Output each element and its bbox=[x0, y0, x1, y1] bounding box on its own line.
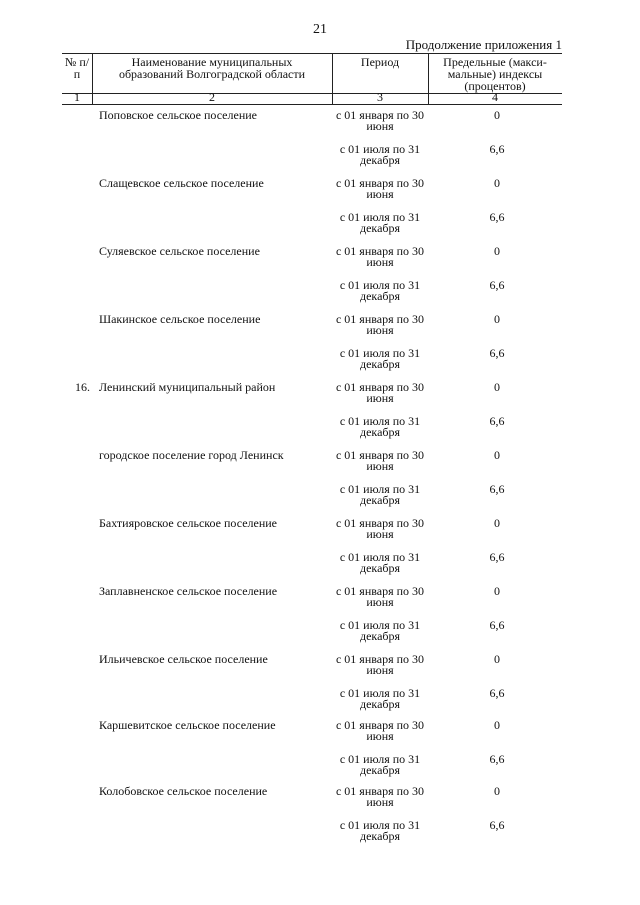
column-number-3: 3 bbox=[377, 90, 383, 104]
period-first-half: с 01 января по 30 июня bbox=[335, 244, 425, 269]
column-number-2: 2 bbox=[209, 90, 215, 104]
period-first-half: с 01 января по 30 июня bbox=[335, 784, 425, 809]
period-first-half: с 01 января по 30 июня bbox=[335, 516, 425, 541]
index-value-second-half: 6,6 bbox=[489, 278, 505, 292]
period-first-half: с 01 января по 30 июня bbox=[335, 718, 425, 743]
period-first-half: с 01 января по 30 июня bbox=[335, 312, 425, 337]
index-value-second-half: 6,6 bbox=[489, 142, 505, 156]
index-value-first-half: 0 bbox=[494, 312, 500, 326]
period-first-half: с 01 января по 30 июня bbox=[335, 584, 425, 609]
period-first-half: с 01 января по 30 июня bbox=[335, 108, 425, 133]
period-second-half: с 01 июля по 31 декабря bbox=[339, 142, 421, 167]
index-value-first-half: 0 bbox=[494, 244, 500, 258]
municipality-name: Заплавненское сельское поселение bbox=[99, 584, 278, 598]
index-value-second-half: 6,6 bbox=[489, 686, 505, 700]
period-second-half: с 01 июля по 31 декабря bbox=[339, 278, 421, 303]
period-second-half: с 01 июля по 31 декабря bbox=[339, 618, 421, 643]
period-second-half: с 01 июля по 31 декабря bbox=[339, 346, 421, 371]
municipality-name: Бахтияровское сельское поселение bbox=[99, 516, 278, 530]
header-col-name: Наименование муниципальных образований Волгоградской области bbox=[118, 55, 306, 81]
period-second-half: с 01 июля по 31 декабря bbox=[339, 482, 421, 507]
index-value-second-half: 6,6 bbox=[489, 346, 505, 360]
index-value-first-half: 0 bbox=[494, 584, 500, 598]
period-second-half: с 01 июля по 31 декабря bbox=[339, 210, 421, 235]
municipality-name: Колобовское сельское поселение bbox=[99, 784, 268, 798]
index-value-first-half: 0 bbox=[494, 380, 500, 394]
header-col-index: Предельные (макси-мальные) индексы (процентов) bbox=[443, 55, 547, 93]
municipality-name: Ильичевское сельское поселение bbox=[99, 652, 268, 666]
municipality-name: Суляевское сельское поселение bbox=[99, 244, 260, 258]
municipality-name: Слащевское сельское поселение bbox=[99, 176, 264, 190]
index-value-first-half: 0 bbox=[494, 516, 500, 530]
period-second-half: с 01 июля по 31 декабря bbox=[339, 414, 421, 439]
period-second-half: с 01 июля по 31 декабря bbox=[339, 686, 421, 711]
index-value-second-half: 6,6 bbox=[489, 618, 505, 632]
index-value-second-half: 6,6 bbox=[489, 818, 505, 832]
index-value-first-half: 0 bbox=[494, 718, 500, 732]
period-first-half: с 01 января по 30 июня bbox=[335, 380, 425, 405]
period-second-half: с 01 июля по 31 декабря bbox=[339, 550, 421, 575]
header-col-number: № п/п bbox=[64, 55, 90, 81]
header-col-period: Период bbox=[360, 55, 400, 69]
municipality-name: городское поселение город Ленинск bbox=[99, 448, 284, 462]
index-value-first-half: 0 bbox=[494, 784, 500, 798]
municipality-name: Поповское сельское поселение bbox=[99, 108, 257, 122]
index-value-first-half: 0 bbox=[494, 652, 500, 666]
index-value-second-half: 6,6 bbox=[489, 210, 505, 224]
column-numbers-row bbox=[62, 92, 562, 105]
continuation-label: Продолжение приложения 1 bbox=[405, 37, 562, 52]
index-value-second-half: 6,6 bbox=[489, 752, 505, 766]
municipality-name: Шакинское сельское поселение bbox=[99, 312, 261, 326]
period-first-half: с 01 января по 30 июня bbox=[335, 176, 425, 201]
index-value-first-half: 0 bbox=[494, 108, 500, 122]
municipality-name: Ленинский муниципальный район bbox=[99, 380, 276, 394]
index-value-second-half: 6,6 bbox=[489, 550, 505, 564]
column-number-1: 1 bbox=[74, 90, 80, 104]
period-second-half: с 01 июля по 31 декабря bbox=[339, 818, 421, 843]
index-value-second-half: 6,6 bbox=[489, 482, 505, 496]
period-first-half: с 01 января по 30 июня bbox=[335, 448, 425, 473]
index-value-first-half: 0 bbox=[494, 176, 500, 190]
row-number: 16. bbox=[75, 380, 90, 394]
table-header bbox=[62, 53, 562, 94]
period-second-half: с 01 июля по 31 декабря bbox=[339, 752, 421, 777]
column-number-4: 4 bbox=[492, 90, 498, 104]
period-first-half: с 01 января по 30 июня bbox=[335, 652, 425, 677]
page-number: 21 bbox=[313, 22, 327, 37]
index-value-first-half: 0 bbox=[494, 448, 500, 462]
index-value-second-half: 6,6 bbox=[489, 414, 505, 428]
municipality-name: Каршевитское сельское поселение bbox=[99, 718, 276, 732]
